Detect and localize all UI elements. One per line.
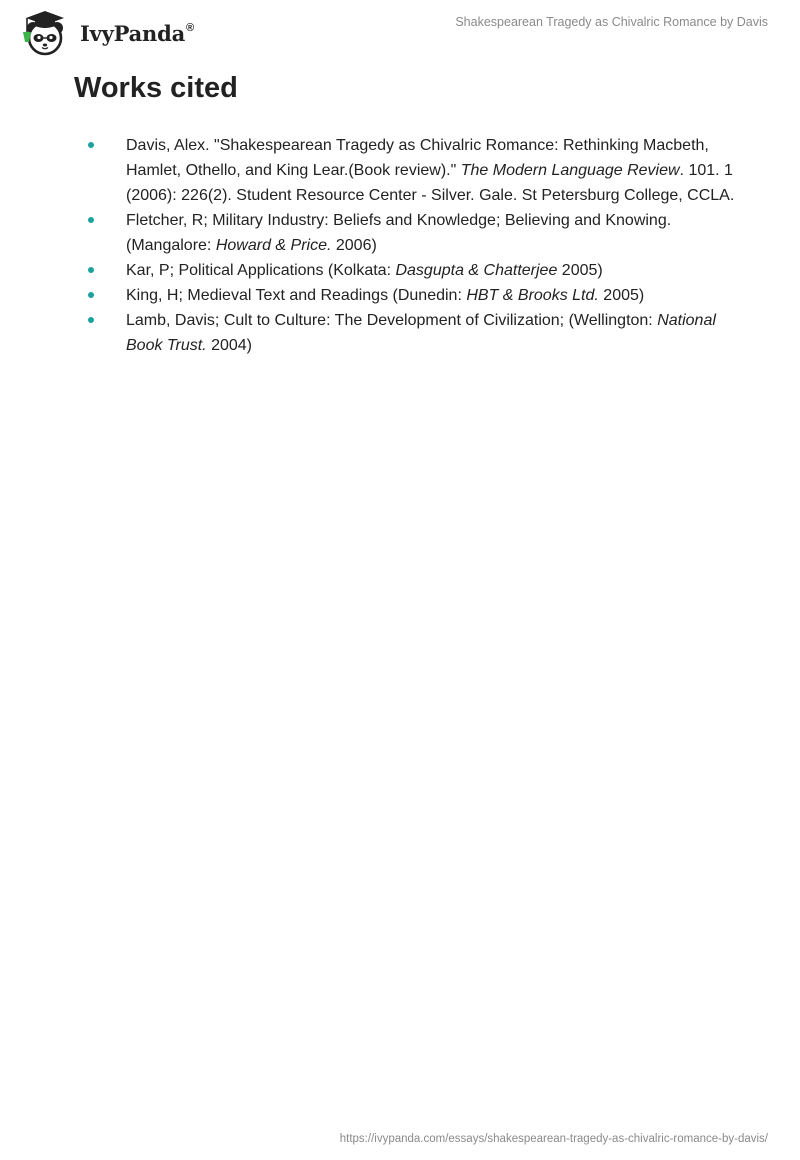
registered-mark: ® [186, 21, 194, 34]
reference-item [86, 208, 736, 258]
reference-item [86, 258, 736, 283]
bullet-icon [88, 217, 94, 223]
reference-source-title: The Modern Language Review [460, 162, 680, 179]
reference-text: 2005) [557, 262, 603, 279]
reference-source-title: HBT & Brooks Ltd. [466, 287, 599, 304]
reference-text: Fletcher, R; Military Industry: Beliefs and Knowledge; Believing and Knowing. (Mangalore: [126, 212, 672, 254]
works-cited-heading: Works cited [74, 72, 238, 104]
footer-url[interactable]: https://ivypanda.com/essays/shakespearean-tragedy-as-chivalric-romance-by-davis/ [339, 1133, 768, 1145]
reference-source-title: Dasgupta & Chatterjee [395, 262, 558, 279]
reference-text: 2005) [598, 287, 645, 304]
panda-graduation-cap-icon [16, 8, 74, 56]
reference-text: Lamb, Davis; Cult to Culture: The Development of Civilization; (Wellington: [126, 312, 658, 329]
bullet-icon [88, 317, 94, 323]
ivypanda-logo[interactable] [16, 8, 194, 56]
bullet-icon [88, 267, 94, 273]
page-header [0, 0, 800, 60]
reference-text: King, H; Medieval Text and Readings (Dunedin: [126, 287, 467, 304]
logo-wordmark: IvyPanda® [80, 20, 194, 46]
references-list [86, 133, 736, 358]
reference-source-title: Howard & Price. [215, 237, 332, 254]
reference-text: 2004) [206, 337, 252, 354]
reference-text: Kar, P; Political Applications (Kolkata: [126, 262, 396, 279]
bullet-icon [88, 292, 94, 298]
reference-source-title: National Book Trust. [126, 312, 716, 354]
reference-item [86, 308, 736, 358]
reference-text: . 101. 1 (2006): 226(2). Student Resource Center - Silver. Gale. St Petersburg College, CCLA. [126, 162, 735, 204]
bullet-icon [88, 142, 94, 148]
running-title: Shakespearean Tragedy as Chivalric Romance by Davis [455, 15, 768, 29]
reference-item [86, 283, 736, 308]
reference-text: 2006) [331, 237, 377, 254]
reference-text: Davis, Alex. "Shakespearean Tragedy as Chivalric Romance: Rethinking Macbeth, Hamlet, Othello, and King Lear.(Book review)." [126, 137, 709, 179]
reference-item [86, 133, 736, 208]
